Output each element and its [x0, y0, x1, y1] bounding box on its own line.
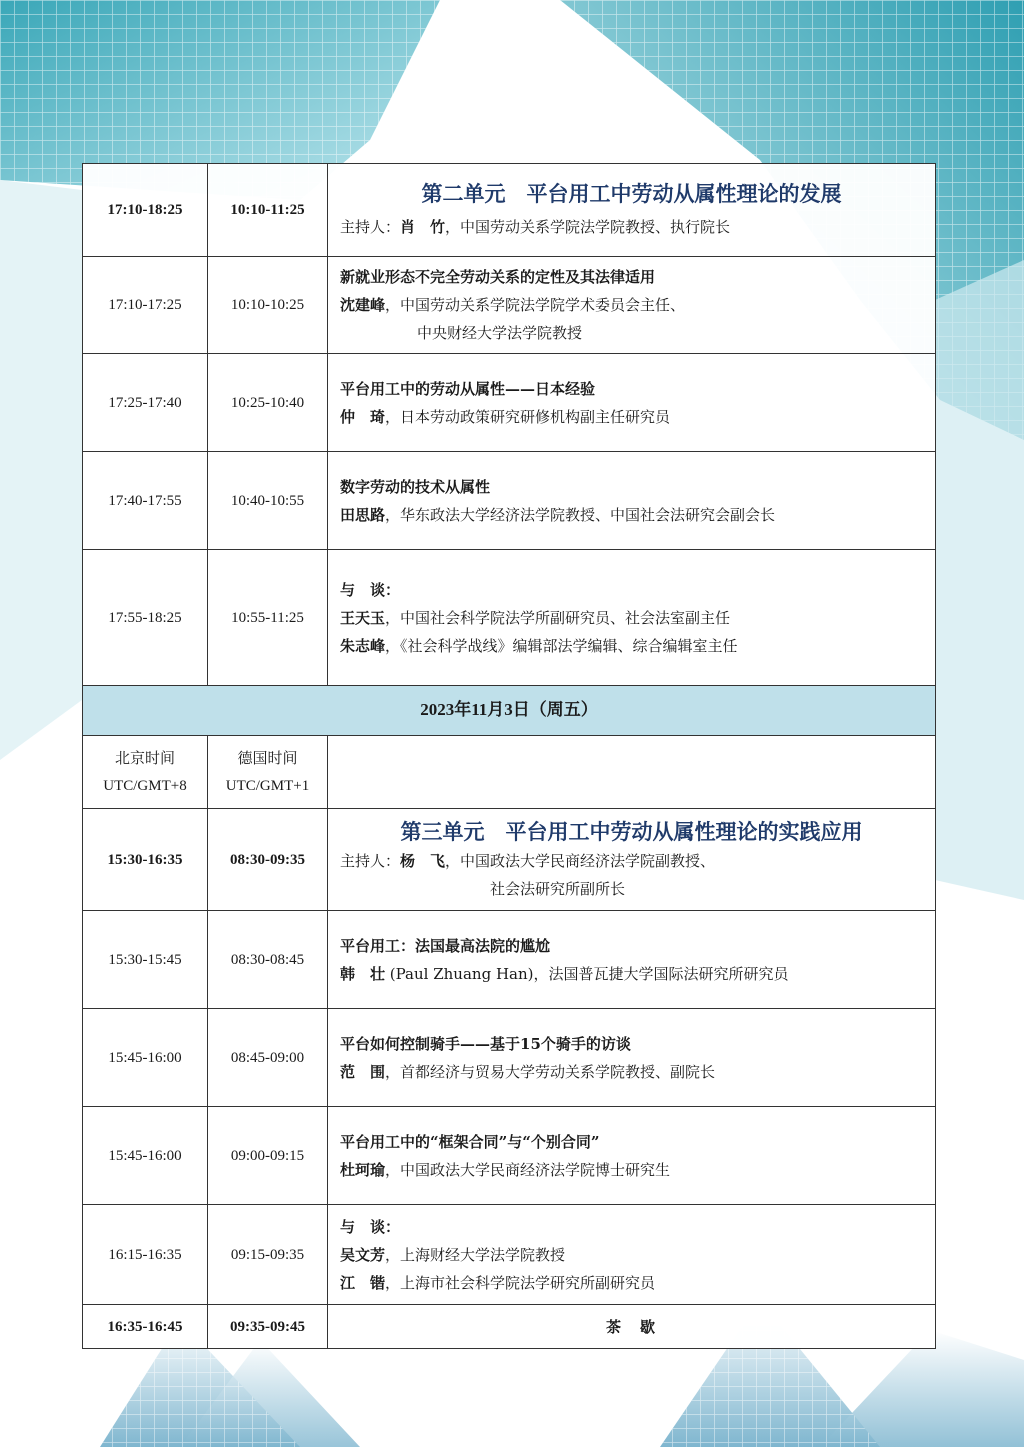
talk-topic: 平台用工中的劳动从属性——日本经验 — [340, 379, 596, 398]
speaker-desc: ，华东政法大学经济法学院教授、中国社会法研究会副会长 — [385, 505, 776, 524]
germany-time: 09:15-09:35 — [208, 1205, 328, 1305]
discussant-desc: ，中国社会科学院法学所副研究员、社会法室副主任 — [385, 608, 731, 627]
discussion-label: 与 谈： — [340, 1217, 401, 1236]
speaker-name: 杜珂瑜 — [340, 1160, 386, 1179]
speaker-line — [340, 501, 923, 529]
beijing-time: 17:10-18:25 — [83, 164, 208, 257]
germany-time: 08:30-09:35 — [208, 809, 328, 911]
discussant-line — [340, 1269, 923, 1297]
schedule-table — [82, 163, 936, 1349]
speaker-desc: (Paul Zhuang Han)，法国普瓦捷大学国际法研究所研究员 — [385, 964, 789, 983]
beijing-time: 17:25-17:40 — [83, 354, 208, 452]
discussant-name: 王天玉 — [340, 608, 386, 627]
talk-row — [83, 257, 936, 354]
germany-time: 10:10-10:25 — [208, 257, 328, 354]
germany-time: 08:30-08:45 — [208, 911, 328, 1009]
germany-tz: UTC/GMT+1 — [225, 778, 310, 794]
discussant-name: 江 锴 — [340, 1273, 386, 1292]
discussion-cell — [328, 550, 936, 686]
germany-time: 10:40-10:55 — [208, 452, 328, 550]
speaker-name: 田思路 — [340, 505, 386, 524]
discussion-row — [83, 550, 936, 686]
speaker-desc: ，首都经济与贸易大学劳动关系学院教授、副院长 — [385, 1062, 716, 1081]
timezone-header-row — [83, 736, 936, 809]
germany-time: 08:45-09:00 — [208, 1009, 328, 1107]
speaker-desc: ，日本劳动政策研究研修机构副主任研究员 — [385, 407, 671, 426]
tea-break-row — [83, 1305, 936, 1349]
discussant-name: 朱志峰 — [340, 636, 386, 655]
session-title: 第三单元 平台用工中劳动从属性理论的实践应用 — [400, 818, 863, 844]
talk-cell — [328, 911, 936, 1009]
beijing-time: 17:40-17:55 — [83, 452, 208, 550]
host-desc: ，中国政法大学民商经济法学院副教授、 — [445, 851, 716, 870]
discussion-cell — [328, 1205, 936, 1305]
talk-row — [83, 1009, 936, 1107]
discussant-line — [340, 604, 923, 632]
speaker-line — [340, 1156, 923, 1184]
host-label: 主持人： — [340, 218, 401, 236]
empty-header-cell — [328, 736, 936, 809]
germany-time: 09:35-09:45 — [208, 1305, 328, 1349]
speaker-line — [340, 1058, 923, 1086]
germany-time: 09:00-09:15 — [208, 1107, 328, 1205]
beijing-time: 16:15-16:35 — [83, 1205, 208, 1305]
beijing-time: 17:10-17:25 — [83, 257, 208, 354]
beijing-time: 16:35-16:45 — [83, 1305, 208, 1349]
host-name: 杨 飞 — [400, 851, 446, 870]
beijing-time: 15:30-16:35 — [83, 809, 208, 911]
speaker-name: 仲 琦 — [340, 407, 386, 426]
host-desc: ，中国劳动关系学院法学院教授、执行院长 — [445, 218, 731, 236]
beijing-time: 15:30-15:45 — [83, 911, 208, 1009]
germany-time: 10:55-11:25 — [208, 550, 328, 686]
speaker-desc: ，中国劳动关系学院法学院学术委员会主任、 — [385, 296, 686, 314]
date-heading: 2023年11月3日（周五） — [83, 686, 936, 736]
date-row — [83, 686, 936, 736]
speaker-name: 范 围 — [340, 1062, 386, 1081]
germany-header — [208, 736, 328, 809]
session-header-row — [83, 809, 936, 911]
speaker-line — [340, 403, 923, 431]
speaker-line — [340, 960, 923, 988]
beijing-time: 17:55-18:25 — [83, 550, 208, 686]
host-desc-cont: 社会法研究所副所长 — [490, 879, 626, 898]
host-line — [340, 213, 923, 241]
talk-topic: 数字劳动的技术从属性 — [340, 477, 491, 496]
beijing-time: 15:45-16:00 — [83, 1009, 208, 1107]
speaker-desc-cont: 中央财经大学法学院教授 — [417, 324, 583, 342]
host-line — [340, 847, 923, 875]
beijing-header — [83, 736, 208, 809]
talk-cell — [328, 257, 936, 354]
talk-row — [83, 911, 936, 1009]
talk-row — [83, 1107, 936, 1205]
discussion-row — [83, 1205, 936, 1305]
talk-row — [83, 452, 936, 550]
tea-break-label: 茶 歇 — [328, 1305, 936, 1349]
talk-cell — [328, 452, 936, 550]
germany-time: 10:10-11:25 — [208, 164, 328, 257]
host-label: 主持人： — [340, 851, 401, 870]
session-title: 第二单元 平台用工中劳动从属性理论的发展 — [421, 181, 842, 206]
talk-topic: 新就业形态不完全劳动关系的定性及其法律适用 — [340, 268, 656, 286]
beijing-label: 北京时间 — [114, 749, 175, 767]
talk-cell — [328, 1107, 936, 1205]
discussant-desc: ，《社会科学战线》编辑部法学编辑、综合编辑室主任 — [385, 636, 738, 655]
discussant-name: 吴文芳 — [340, 1245, 386, 1264]
discussant-desc: ，上海市社会科学院法学研究所副研究员 — [385, 1273, 656, 1292]
host-name: 肖 竹 — [400, 218, 446, 236]
discussant-desc: ，上海财经大学法学院教授 — [385, 1245, 566, 1264]
beijing-time: 15:45-16:00 — [83, 1107, 208, 1205]
talk-row — [83, 354, 936, 452]
talk-cell — [328, 1009, 936, 1107]
speaker-name: 韩 壮 — [340, 964, 386, 983]
speaker-name: 沈建峰 — [340, 296, 386, 314]
germany-time: 10:25-10:40 — [208, 354, 328, 452]
speaker-line — [340, 291, 923, 319]
discussant-line — [340, 632, 923, 660]
talk-cell — [328, 354, 936, 452]
talk-topic: 平台如何控制骑手——基于15个骑手的访谈 — [340, 1034, 631, 1053]
discussant-line — [340, 1241, 923, 1269]
talk-topic: 平台用工：法国最高法院的尴尬 — [340, 936, 551, 955]
session-cell — [328, 809, 936, 911]
session-header-row — [83, 164, 936, 257]
speaker-desc: ，中国政法大学民商经济法学院博士研究生 — [385, 1160, 671, 1179]
discussion-label: 与 谈： — [340, 580, 401, 599]
session-cell — [328, 164, 936, 257]
talk-topic: 平台用工中的“框架合同”与“个别合同” — [340, 1132, 600, 1151]
germany-label: 德国时间 — [237, 749, 298, 767]
beijing-tz: UTC/GMT+8 — [103, 778, 187, 794]
